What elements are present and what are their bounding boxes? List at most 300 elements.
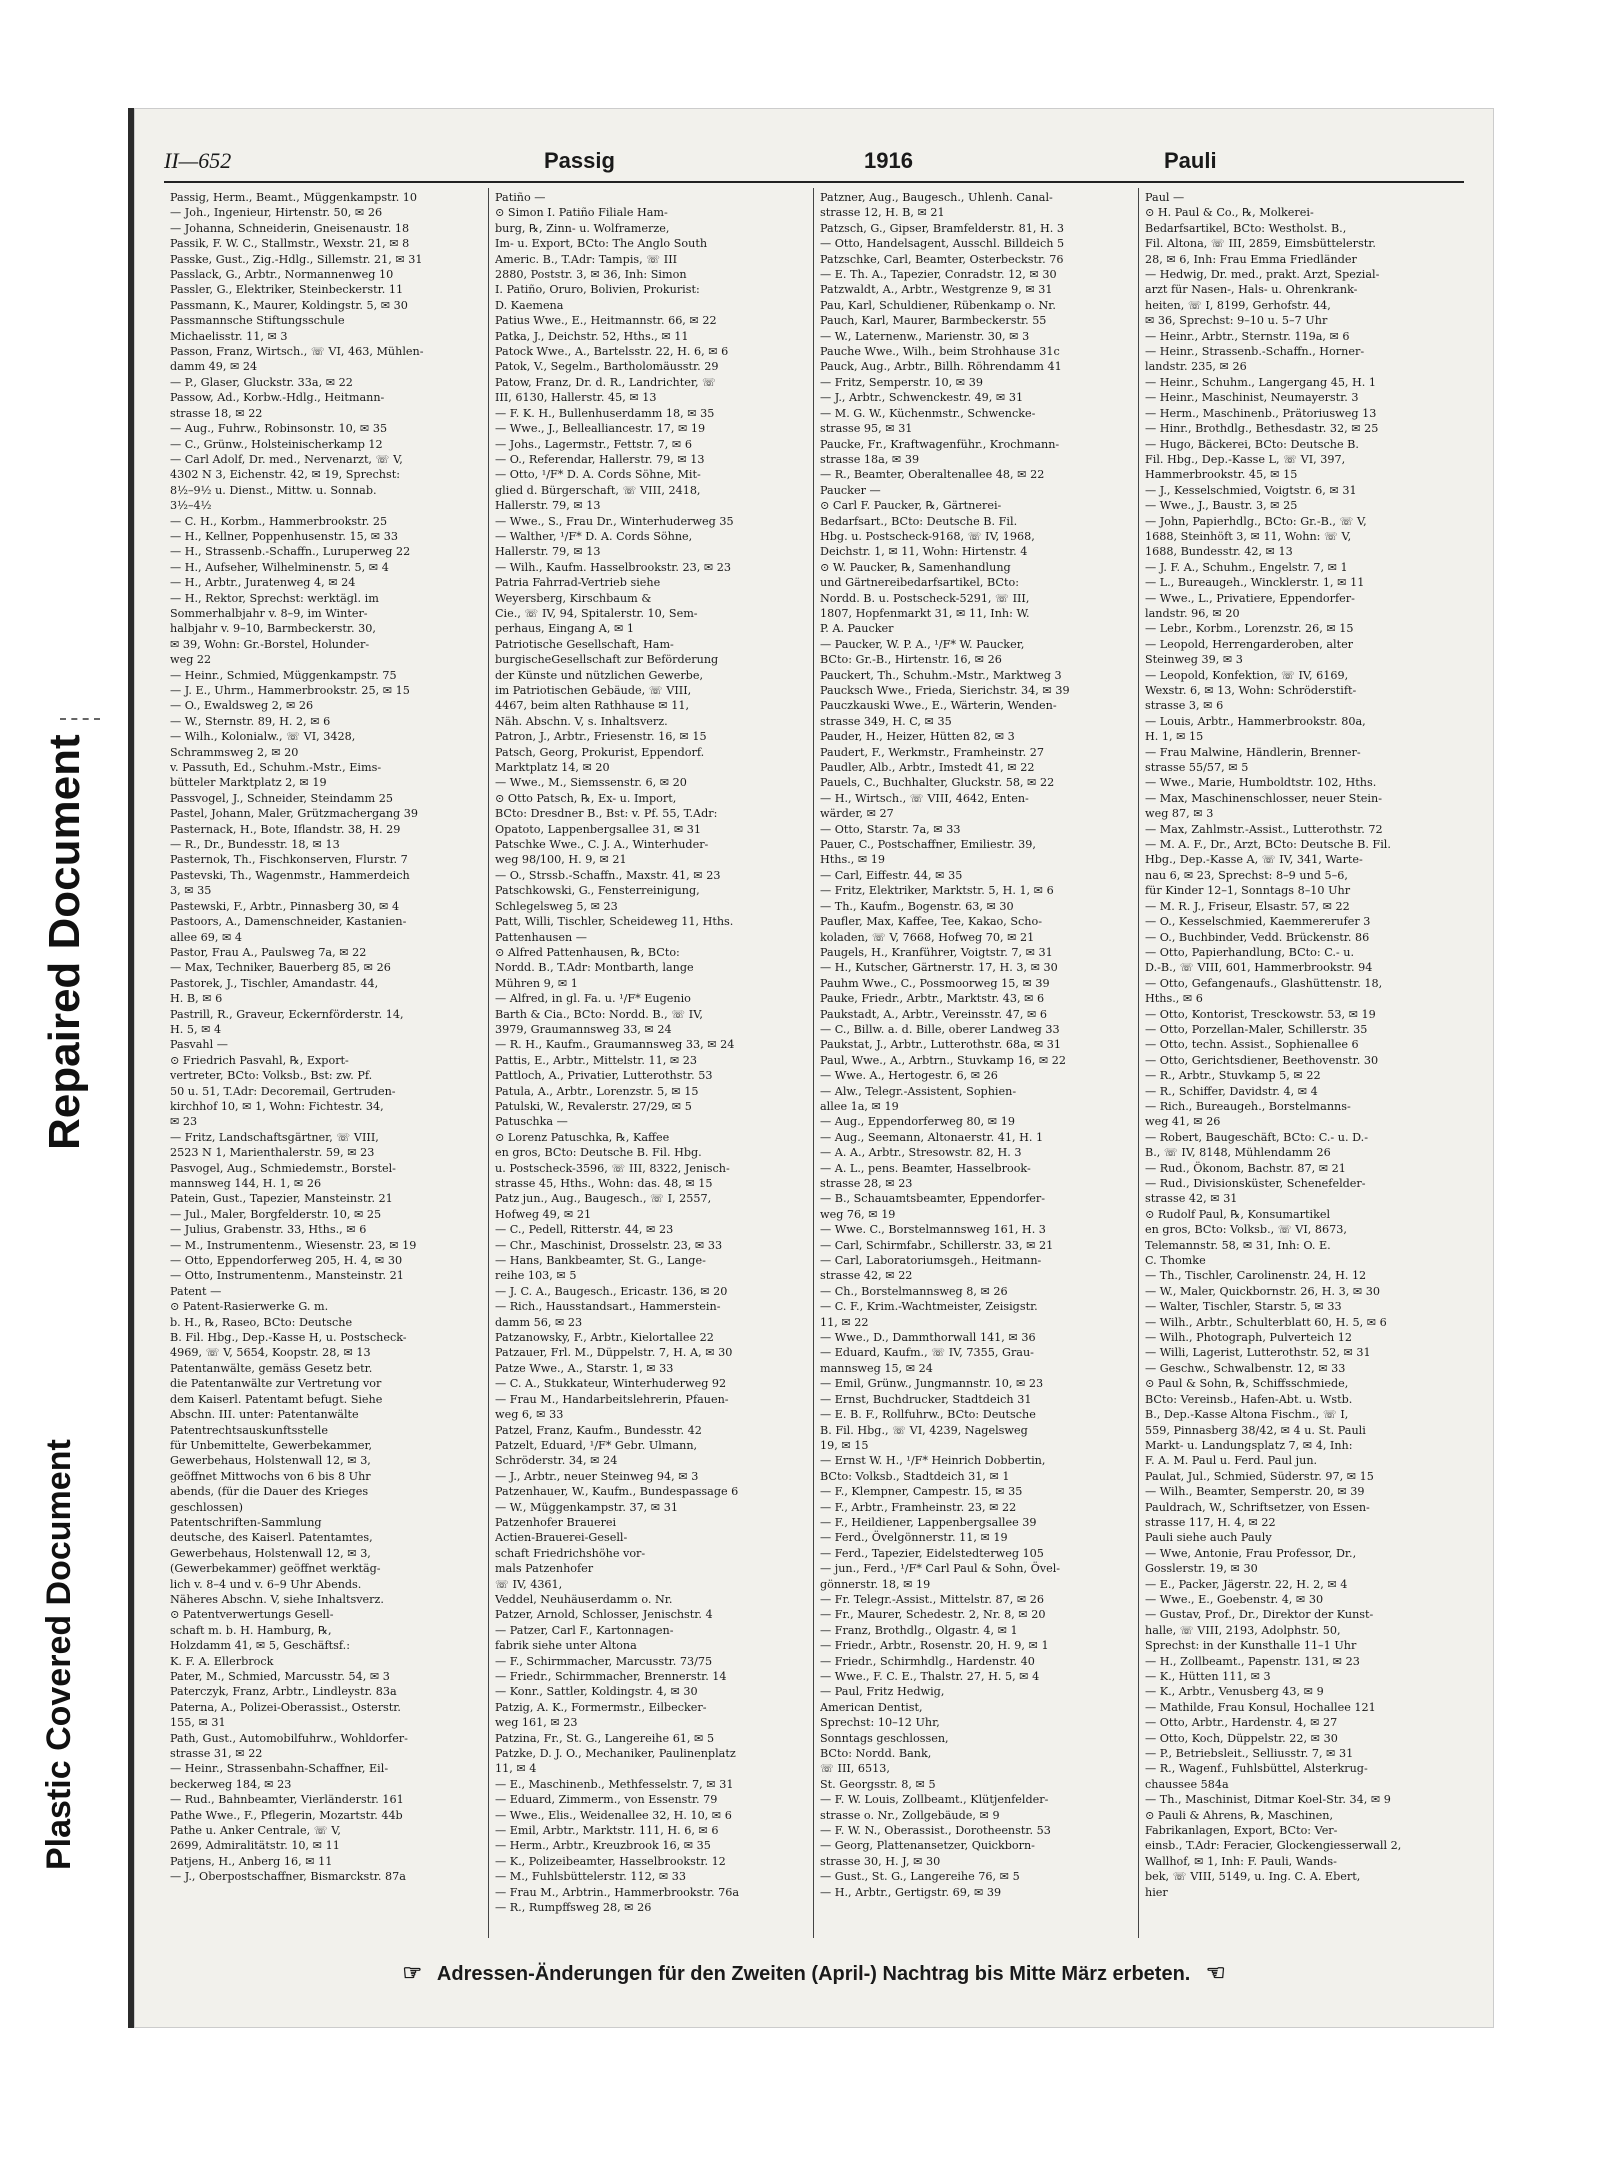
directory-entry-line: — Aug., Eppendorferweg 80, ✉ 19 — [820, 1115, 1015, 1129]
header-right-word: Pauli — [1164, 148, 1217, 173]
directory-entry-line: — Herm., Arbtr., Kreuzbrook 16, ✉ 35 — [495, 1839, 711, 1853]
directory-entry-line: — C. A., Stukkateur, Winterhuderweg 92 — [495, 1377, 727, 1391]
directory-entry-line: strasse 30, H. J, ✉ 30 — [820, 1854, 941, 1868]
directory-entry-line: Patzanowsky, F., Arbtr., Kielortallee 22 — [495, 1331, 714, 1345]
directory-entry-line: H. 1, ✉ 15 — [1145, 730, 1204, 744]
directory-entry-line: Pastorek, J., Tischler, Amandastr. 44, — [170, 976, 379, 990]
directory-entry-line: — Otto, Eppendorferweg 205, H. 4, ✉ 30 — [170, 1254, 403, 1268]
directory-entry-line: Markt- u. Landungsplatz 7, ✉ 4, Inh: — [1145, 1438, 1353, 1452]
directory-entry-line: — Otto, Kontorist, Tresckowstr. 53, ✉ 19 — [1145, 1007, 1376, 1021]
directory-entry-line: — Th., Maschinist, Ditmar Koel-Str. 34, ✉ 9 — [1145, 1793, 1391, 1807]
directory-entry-line: Hofweg 49, ✉ 21 — [495, 1207, 592, 1221]
directory-entry-line: Passon, Franz, Wirtsch., ☏ VI, 463, Mühlen- — [170, 345, 424, 359]
directory-entry-line: perhaus, Eingang A, ✉ 1 — [495, 622, 635, 636]
directory-entry-line: 1688, Steinhöft 3, ✉ 11, Wohn: ☏ V, — [1145, 529, 1352, 543]
directory-entry-line: — Otto, Porzellan-Maler, Schillerstr. 35 — [1145, 1022, 1368, 1036]
directory-entry-line: Patula, A., Arbtr., Lorenzstr. 5, ✉ 15 — [495, 1084, 699, 1098]
directory-entry-line: — Wwe., J., Bellealliancestr. 17, ✉ 19 — [495, 422, 706, 436]
directory-entry-line: strasse 28, ✉ 23 — [820, 1177, 913, 1190]
directory-entry-line: mannsweg 144, H. 1, ✉ 26 — [170, 1177, 322, 1190]
directory-entry-line: — Wwe., L., Privatiere, Eppendorfer- — [1145, 591, 1355, 605]
directory-entry-line: — F., Schirmmacher, Marcusstr. 73/75 — [495, 1654, 713, 1668]
directory-entry-line: — O., Ewaldsweg 2, ✉ 26 — [170, 699, 314, 713]
directory-entry-line: und Gärtnereibedarfsartikel, BCto: — [820, 576, 1019, 590]
directory-entry-line: weg 87, ✉ 3 — [1145, 807, 1214, 821]
directory-entry-line: Sprechst: 10–12 Uhr, — [820, 1716, 940, 1730]
directory-entry-line: — H., Arbtr., Gertigstr. 69, ✉ 39 — [820, 1885, 1002, 1899]
directory-entry-line: Patzsch, G., Gipser, Bramfelderstr. 81, H. 3 — [820, 221, 1065, 235]
directory-entry-line: — Fritz, Semperstr. 10, ✉ 39 — [820, 375, 983, 389]
directory-entry-line: — A. A., Arbtr., Stresowstr. 82, H. 3 — [820, 1146, 1022, 1160]
directory-entry-line: Paukstat, J., Arbtr., Lutterothstr. 68a, ✉ 31 — [820, 1038, 1062, 1052]
directory-entry-line: Telemannstr. 58, ✉ 31, Inh: O. E. — [1145, 1238, 1331, 1252]
directory-entry-line: Patock Wwe., A., Bartelsstr. 22, H. 6, ✉ 6 — [495, 345, 729, 359]
directory-entry-line: ⊙ Simon I. Patiño Filiale Ham- — [495, 206, 668, 220]
directory-entry-line: — K., Hütten 111, ✉ 3 — [1145, 1670, 1271, 1683]
directory-entry-line: Passow, Ad., Korbw.-Hdlg., Heitmann- — [170, 391, 385, 405]
directory-entry-line: ⊙ Friedrich Pasvahl, ℞, Export- — [170, 1053, 349, 1067]
directory-entry-line: — F., Heildiener, Lappenbergsallee 39 — [820, 1515, 1037, 1529]
directory-entry-line: — Robert, Baugeschäft, BCto: C.- u. D.- — [1145, 1130, 1368, 1144]
directory-entry-line: B., Dep.-Kasse Altona Fischm., ☏ I, — [1145, 1408, 1349, 1422]
directory-entry-line: Patt, Willi, Tischler, Scheideweg 11, Hths. — [495, 915, 734, 929]
directory-entry-line: — Friedr., Arbtr., Rosenstr. 20, H. 9, ✉ 1 — [820, 1639, 1049, 1653]
directory-entry-line: — Frau M., Arbtrin., Hammerbrookstr. 76a — [495, 1885, 740, 1899]
directory-entry-line: — Aug., Seemann, Altonaerstr. 41, H. 1 — [820, 1130, 1044, 1144]
directory-entry-line: mannsweg 15, ✉ 24 — [820, 1361, 933, 1375]
directory-entry-line: — R., Rumpffsweg 28, ✉ 26 — [495, 1901, 652, 1915]
directory-entry-line: — Max, Zahlmstr.-Assist., Lutterothstr. 72 — [1145, 822, 1383, 836]
directory-entry-line: 1807, Hopfenmarkt 31, ✉ 11, Inh: W. — [820, 606, 1030, 620]
directory-entry-line: — Johanna, Schneiderin, Gneisenaustr. 18 — [170, 221, 410, 235]
directory-entry-line: geschlossen) — [170, 1500, 243, 1514]
directory-entry-line: Pastrill, R., Graveur, Eckernförderstr. 14, — [170, 1007, 404, 1021]
directory-entry-line: — Heinr., Arbtr., Sternstr. 119a, ✉ 6 — [1145, 329, 1350, 343]
directory-entry-line: Patzner, Aug., Baugesch., Uhlenh. Canal- — [820, 191, 1053, 204]
directory-entry-line: BCto: Gr.-B., Hirtenstr. 16, ✉ 26 — [820, 653, 1002, 667]
directory-entry-line: vertreter, BCto: Volksb., Bst: zw. Pf. — [170, 1069, 373, 1083]
directory-entry-line: Patzwaldt, A., Arbtr., Westgrenze 9, ✉ 31 — [820, 283, 1053, 297]
directory-entry-line: Passik, F. W. C., Stallmstr., Wexstr. 21, ✉ 8 — [170, 237, 410, 251]
directory-entry-line: — Mathilde, Frau Konsul, Hochallee 121 — [1145, 1700, 1376, 1714]
directory-entry-line: — J. C. A., Baugesch., Ericastr. 136, ✉ 20 — [495, 1284, 728, 1298]
directory-entry-line: Patschkowski, G., Fensterreinigung, — [495, 884, 700, 898]
directory-entry-line: — J., Kesselschmied, Voigtstr. 6, ✉ 31 — [1145, 483, 1357, 497]
directory-entry-line: — Willi, Lagerist, Lutterothstr. 52, ✉ 31 — [1145, 1346, 1371, 1360]
directory-entry-line: Im- u. Export, BCto: The Anglo South — [495, 237, 708, 251]
directory-entry-line: Patuschka — — [495, 1115, 568, 1129]
directory-entry-line: — O., Kesselschmied, Kaemmererufer 3 — [1145, 915, 1371, 929]
directory-entry-line: — O., Referendar, Hallerstr. 79, ✉ 13 — [495, 452, 705, 466]
directory-entry-line: Pastevski, Th., Wagenmstr., Hammerdeich — [170, 868, 410, 882]
column-4 — [1139, 188, 1464, 1938]
directory-entry-line: ☏ IV, 4361, — [495, 1577, 563, 1591]
directory-entry-line: D.-B., ☏ VIII, 601, Hammerbrookstr. 94 — [1145, 961, 1373, 975]
directory-entry-line: ✉ 23 — [170, 1115, 198, 1129]
directory-entry-line: Patzschke, Carl, Beamter, Osterbeckstr. 76 — [820, 252, 1064, 266]
directory-entry-line: Schröderstr. 34, ✉ 24 — [495, 1454, 618, 1468]
directory-entry-line: abends, (für die Dauer des Krieges — [170, 1485, 369, 1499]
directory-entry-line: P. A. Paucker — [820, 622, 894, 636]
directory-entry-line: Pastel, Johann, Maler, Grützmachergang 39 — [170, 807, 419, 821]
directory-entry-line: Patzenhofer Brauerei — [495, 1515, 617, 1529]
directory-entry-line: hier — [1145, 1885, 1168, 1899]
directory-entry-line: 3½–4½ — [170, 499, 212, 513]
directory-entry-line: Pastewski, F., Arbtr., Pinnasberg 30, ✉ 4 — [170, 899, 400, 913]
directory-entry-line: Fabrikanlagen, Export, BCto: Ver- — [1145, 1824, 1338, 1838]
footer-notice — [164, 1960, 1464, 1986]
directory-entry-line: Hths., ✉ 6 — [1145, 992, 1203, 1006]
directory-entry-line: strasse 45, Hths., Wohn: das. 48, ✉ 15 — [495, 1177, 713, 1190]
directory-entry-line: — Rich., Hausstandsart., Hammerstein- — [495, 1300, 721, 1314]
directory-entry-line: H. 5, ✉ 4 — [170, 1022, 222, 1036]
directory-entry-line: — Wilh., Kolonialw., ☏ VI, 3428, — [170, 730, 356, 744]
header-rule — [164, 181, 1464, 183]
directory-entry-line: Patjens, H., Anberg 16, ✉ 11 — [170, 1854, 333, 1868]
directory-entry-line: ☏ III, 6513, — [820, 1762, 890, 1776]
directory-entry-line: — O., Strssb.-Schaffn., Maxstr. 41, ✉ 23 — [495, 868, 721, 882]
directory-entry-line: (Gewerbekammer) geöffnet werktäg- — [170, 1562, 381, 1576]
directory-entry-line: 559, Pinnasberg 38/42, ✉ 4 u. St. Pauli — [1145, 1423, 1366, 1437]
directory-entry-line: Hths., ✉ 19 — [820, 853, 886, 867]
directory-entry-line: 3, ✉ 35 — [170, 884, 212, 898]
directory-entry-line: — Wwe., Elis., Weidenallee 32, H. 10, ✉ 6 — [495, 1808, 732, 1822]
directory-entry-line: 11, ✉ 22 — [820, 1315, 869, 1329]
directory-entry-line: — Wilh., Arbtr., Schulterblatt 60, H. 5, ✉ 6 — [1145, 1315, 1387, 1329]
directory-entry-line: Näh. Abschn. V, s. Inhaltsverz. — [495, 714, 668, 728]
directory-entry-line: Bedarfsart., BCto: Deutsche B. Fil. — [820, 514, 1018, 528]
directory-entry-line: — Friedr., Schirmmacher, Brennerstr. 14 — [495, 1670, 727, 1683]
directory-entry-line: — Heinr., Strassenbahn-Schaffner, Eil- — [170, 1762, 389, 1776]
directory-entry-line: bütteler Marktplatz 2, ✉ 19 — [170, 776, 327, 790]
directory-entry-line: Sprechst: in der Kunsthalle 11–1 Uhr — [1145, 1639, 1357, 1653]
directory-entry-line: Patze Wwe., A., Starstr. 1, ✉ 33 — [495, 1361, 674, 1375]
directory-entry-line: — J., Arbtr., Schwenckestr. 49, ✉ 31 — [820, 391, 1024, 405]
directory-entry-line: 4969, ☏ V, 5654, Koopstr. 28, ✉ 13 — [170, 1346, 371, 1360]
directory-entry-line: Paudler, Alb., Arbtr., Imstedt 41, ✉ 22 — [820, 761, 1035, 775]
directory-entry-line: Steinweg 39, ✉ 3 — [1145, 653, 1243, 667]
directory-entry-line: — Alfred, in gl. Fa. u. ¹/F* Eugenio — [495, 992, 691, 1006]
directory-entry-line: Passmannsche Stiftungsschule — [170, 314, 345, 328]
directory-entry-line: — R., Beamter, Oberaltenallee 48, ✉ 22 — [820, 468, 1045, 482]
directory-entry-line: strasse 3, ✉ 6 — [1145, 699, 1224, 713]
directory-entry-line: — A. L., pens. Beamter, Hasselbrook- — [820, 1161, 1031, 1175]
directory-entry-line: Patius Wwe., E., Heitmannstr. 66, ✉ 22 — [495, 314, 717, 328]
directory-entry-line: Näheres Abschn. V, siehe Inhaltsverz. — [170, 1592, 384, 1606]
directory-entry-line: Patow, Franz, Dr. d. R., Landrichter, ☏ — [495, 375, 717, 389]
directory-entry-line: — H., Strassenb.-Schaffn., Luruperweg 22 — [170, 545, 411, 559]
directory-entry-line: — Carl Adolf, Dr. med., Nervenarzt, ☏ V, — [170, 452, 403, 466]
directory-entry-line: weg 41, ✉ 26 — [1145, 1115, 1221, 1129]
directory-entry-line: — H., Kutscher, Gärtnerstr. 17, H. 3, ✉ 30 — [820, 961, 1058, 975]
directory-entry-line: — Otto, ¹/F* D. A. Cords Söhne, Mit- — [495, 468, 701, 482]
directory-entry-line: — H., Arbtr., Juratenweg 4, ✉ 24 — [170, 576, 356, 590]
directory-entry-line: Fil. Hbg., Dep.-Kasse L, ☏ VI, 397, — [1145, 452, 1346, 466]
directory-entry-line: Passig, Herm., Beamt., Müggenkampstr. 10 — [170, 191, 418, 204]
directory-entry-line: damm 56, ✉ 23 — [495, 1315, 583, 1329]
directory-entry-line: Pauczkauski Wwe., E., Wärterin, Wenden- — [820, 699, 1057, 713]
directory-entry-line: weg 6, ✉ 33 — [495, 1408, 564, 1422]
directory-entry-line: Paucke, Fr., Kraftwagenführ., Krochmann- — [820, 437, 1060, 451]
directory-entry-line: für Unbemittelte, Gewerbekammer, — [170, 1438, 373, 1452]
page-header — [164, 148, 1464, 178]
directory-entry-line: b. H., ℞, Raseo, BCto: Deutsche — [170, 1315, 353, 1329]
directory-entry-line: — Rich., Bureaugeh., Borstelmanns- — [1145, 1099, 1351, 1113]
directory-entry-line: Patria Fahrrad-Vertrieb siehe — [495, 576, 661, 590]
directory-entry-line: Schlegelsweg 5, ✉ 23 — [495, 899, 618, 913]
directory-entry-line: Wallhof, ✉ 1, Inh: F. Pauli, Wands- — [1145, 1854, 1337, 1868]
directory-entry-line: — Walter, Tischler, Starstr. 5, ✉ 33 — [1145, 1300, 1342, 1314]
directory-entry-line: — Otto, Starstr. 7a, ✉ 33 — [820, 822, 961, 836]
directory-entry-line: — B., Schauamtsbeamter, Eppendorfer- — [820, 1192, 1046, 1206]
directory-entry-line: Pauldrach, W., Schriftsetzer, von Essen- — [1145, 1500, 1370, 1514]
directory-entry-line: beckerweg 184, ✉ 23 — [170, 1777, 292, 1791]
directory-entry-line: arzt für Nasen-, Hals- u. Ohrenkrank- — [1145, 283, 1358, 297]
directory-entry-line: — Geschw., Schwalbenstr. 12, ✉ 33 — [1145, 1361, 1346, 1375]
directory-entry-line: Paudert, F., Werkmstr., Framheinstr. 27 — [820, 745, 1044, 759]
directory-entry-line: Paul — — [1145, 191, 1185, 204]
directory-entry-line: Patzke, D. J. O., Mechaniker, Paulinenplatz — [495, 1747, 736, 1761]
directory-entry-line: Pathe u. Anker Centrale, ☏ V, — [170, 1824, 341, 1838]
directory-entry-line: Passler, G., Elektriker, Steinbeckerstr. 11 — [170, 283, 404, 297]
directory-entry-line: ⊙ Patent-Rasierwerke G. m. — [170, 1300, 329, 1314]
directory-entry-line: — F. K. H., Bullenhuserdamm 18, ✉ 35 — [495, 406, 715, 420]
directory-entry-line: Pastor, Frau A., Paulsweg 7a, ✉ 22 — [170, 945, 367, 959]
directory-entry-line: — F., Arbtr., Framheinstr. 23, ✉ 22 — [820, 1500, 1017, 1514]
directory-entry-line: — Carl, Eiffestr. 44, ✉ 35 — [820, 868, 963, 882]
column-2 — [489, 188, 814, 1938]
directory-entry-line: F. A. M. Paul u. Ferd. Paul jun. — [1145, 1454, 1318, 1468]
directory-entry-line: allee 1a, ✉ 19 — [820, 1099, 899, 1113]
directory-entry-line: der Künste und nützlichen Gewerbe, — [495, 668, 704, 682]
column-3 — [814, 188, 1139, 1938]
directory-entry-line: — Louis, Arbtr., Hammerbrookstr. 80a, — [1145, 714, 1366, 728]
directory-entry-line: Patka, J., Deichstr. 52, Hths., ✉ 11 — [495, 329, 689, 343]
directory-entry-line: Veddel, Neuhäuserdamm o. Nr. — [495, 1592, 673, 1606]
directory-entry-line: — Otto, Papierhandlung, BCto: C.- u. — [1145, 945, 1355, 959]
directory-entry-line: geöffnet Mittwochs von 6 bis 8 Uhr — [170, 1469, 371, 1483]
directory-entry-line: ✉ 36, Sprechst: 9–10 u. 5–7 Uhr — [1145, 314, 1328, 328]
directory-entry-line: gönnerstr. 18, ✉ 19 — [820, 1577, 931, 1591]
directory-entry-line: Pauels, C., Buchhalter, Gluckstr. 58, ✉ 22 — [820, 776, 1055, 790]
directory-entry-line: Pasvogel, Aug., Schmiedemstr., Borstel- — [170, 1161, 396, 1175]
directory-entry-line: — Patzer, Carl F., Kartonnagen- — [495, 1623, 674, 1637]
directory-entry-line: Michaelisstr. 11, ✉ 3 — [170, 329, 288, 343]
directory-entry-line: — Max, Techniker, Bauerberg 85, ✉ 26 — [170, 961, 391, 975]
directory-entry-line: — R., Dr., Bundesstr. 18, ✉ 13 — [170, 838, 340, 852]
directory-entry-line: Pauckert, Th., Schuhm.-Mstr., Marktweg 3 — [820, 668, 1062, 682]
directory-entry-line: — Wilh., Kaufm. Hasselbrookstr. 23, ✉ 23 — [495, 560, 732, 574]
directory-entry-line: Fil. Altona, ☏ III, 2859, Eimsbüttelerstr. — [1145, 237, 1376, 251]
directory-entry-line: — Rud., Bahnbeamter, Vierländerstr. 161 — [170, 1793, 404, 1807]
directory-entry-line: Americ. B., T.Adr: Tampis, ☏ III — [495, 252, 678, 266]
directory-entry-line: strasse 31, ✉ 22 — [170, 1747, 263, 1761]
directory-entry-line: Paufler, Max, Kaffee, Tee, Kakao, Scho- — [820, 915, 1043, 929]
directory-entry-line: Opatoto, Lappenbergsallee 31, ✉ 31 — [495, 822, 701, 836]
directory-entry-line: Barth & Cia., BCto: Nordd. B., ☏ IV, — [495, 1007, 703, 1021]
directory-entry-line: — W., Maler, Quickbornstr. 26, H. 3, ✉ 30 — [1145, 1284, 1381, 1298]
directory-entry-line: — Emil, Arbtr., Marktstr. 111, H. 6, ✉ 6 — [495, 1824, 719, 1838]
directory-entry-line: Paugels, H., Kranführer, Voigtstr. 7, ✉ 31 — [820, 945, 1053, 959]
directory-entry-line: 28, ✉ 6, Inh: Frau Emma Friedländer — [1145, 252, 1357, 266]
directory-entry-line: — M. A. F., Dr., Arzt, BCto: Deutsche B. Fil. — [1145, 838, 1391, 852]
directory-entry-line: 4467, beim alten Rathhause ✉ 11, — [495, 699, 690, 713]
directory-entry-line: — R., Wagenf., Fuhlsbüttel, Alsterkrug- — [1145, 1762, 1368, 1776]
directory-entry-line: ⊙ Paul & Sohn, ℞, Schiffsschmiede, — [1145, 1377, 1349, 1391]
directory-entry-line: Patriotische Gesellschaft, Ham- — [495, 637, 674, 651]
directory-entry-line: schaft Friedrichshöhe vor- — [495, 1546, 646, 1560]
directory-entry-line: — Otto, Handelsagent, Ausschl. Billdeich 5 — [820, 237, 1065, 251]
directory-entry-line: Pauche Wwe., Wilh., beim Strohhause 31c — [820, 345, 1060, 359]
directory-entry-line: Gosslerstr. 19, ✉ 30 — [1145, 1562, 1258, 1576]
directory-entry-line: Paterczyk, Franz, Arbtr., Lindleystr. 83a — [170, 1685, 397, 1699]
directory-entry-line: strasse 42, ✉ 31 — [1145, 1192, 1238, 1206]
directory-entry-line: Passvogel, J., Schneider, Steindamm 25 — [170, 791, 393, 805]
directory-entry-line: bek, ☏ VIII, 5149, u. Ing. C. A. Ebert, — [1145, 1870, 1361, 1884]
directory-entry-line: — E., Packer, Jägerstr. 22, H. 2, ✉ 4 — [1145, 1577, 1348, 1591]
directory-entry-line: — Leopold, Konfektion, ☏ IV, 6169, — [1145, 668, 1349, 682]
directory-entry-line: reihe 103, ✉ 5 — [495, 1269, 577, 1283]
directory-entry-line: Marktplatz 14, ✉ 20 — [495, 761, 610, 775]
directory-entry-line: Hallerstr. 79, ✉ 13 — [495, 545, 601, 559]
directory-entry-line: — Alw., Telegr.-Assistent, Sophien- — [820, 1084, 1017, 1098]
directory-entry-line: — Hinr., Brothdlg., Bethesdastr. 32, ✉ 25 — [1145, 422, 1379, 436]
directory-entry-line: ⊙ Patentverwertungs Gesell- — [170, 1608, 334, 1622]
directory-entry-line: — Otto, Gefangenaufs., Glashüttenstr. 18, — [1145, 976, 1383, 990]
directory-entry-line: — P., Glaser, Gluckstr. 33a, ✉ 22 — [170, 375, 353, 389]
directory-entry-line: — C. H., Korbm., Hammerbrookstr. 25 — [170, 514, 388, 528]
directory-entry-line: ⊙ Pauli & Ahrens, ℞, Maschinen, — [1145, 1808, 1334, 1822]
directory-entry-line: — Otto, Koch, Düppelstr. 22, ✉ 30 — [1145, 1731, 1338, 1745]
directory-entry-line: 19, ✉ 15 — [820, 1438, 869, 1452]
margin-tick — [60, 718, 100, 720]
directory-entry-line: BCto: Nordd. Bank, — [820, 1747, 932, 1761]
directory-entry-line: halle, ☏ VIII, 2193, Adolphstr. 50, — [1145, 1623, 1341, 1637]
directory-entry-line: I. Patiño, Oruro, Bolivien, Prokurist: — [495, 283, 700, 297]
directory-entry-line: Mühren 9, ✉ 1 — [495, 976, 578, 990]
directory-entry-line: weg 161, ✉ 23 — [495, 1716, 578, 1730]
directory-entry-line: — M., Fuhlsbüttelerstr. 112, ✉ 33 — [495, 1870, 686, 1884]
directory-entry-line: — C. F., Krim.-Wachtmeister, Zeisigstr. — [820, 1300, 1038, 1314]
directory-entry-line: — Heinr., Schuhm., Langergang 45, H. 1 — [1145, 375, 1377, 389]
directory-entry-line: — Heinr., Schmied, Müggenkampstr. 75 — [170, 668, 397, 682]
directory-entry-line: burg, ℞, Zinn- u. Wolframerze, — [495, 221, 670, 235]
directory-entry-line: Pasternack, H., Bote, Iflandstr. 38, H. 29 — [170, 822, 401, 836]
directory-entry-line: — Jul., Maler, Borgfelderstr. 10, ✉ 25 — [170, 1207, 382, 1221]
directory-entry-line: — Wwe., S., Frau Dr., Winterhuderweg 35 — [495, 514, 734, 528]
directory-entry-line: Path, Gust., Automobilfuhrw., Wohldorfer- — [170, 1731, 408, 1745]
directory-entry-line: ⊙ W. Paucker, ℞, Samenhandlung — [820, 560, 1011, 574]
directory-entry-line: — W., Müggenkampstr. 37, ✉ 31 — [495, 1500, 678, 1514]
directory-entry-line: — Ferd., Tapezier, Eidelstedterweg 105 — [820, 1546, 1044, 1560]
directory-entry-line: — John, Papierhdlg., BCto: Gr.-B., ☏ V, — [1145, 514, 1367, 528]
directory-entry-line: — Hedwig, Dr. med., prakt. Arzt, Spezial- — [1145, 268, 1380, 282]
directory-entry-line: Patulski, W., Revalerstr. 27/29, ✉ 5 — [495, 1099, 692, 1113]
directory-entry-line: weg 22 — [170, 653, 212, 667]
directory-entry-line: weg 76, ✉ 19 — [820, 1207, 896, 1221]
directory-entry-line: im Patriotischen Gebäude, ☏ VIII, — [495, 684, 692, 697]
directory-entry-line: — Wwe, Antonie, Frau Professor, Dr., — [1145, 1546, 1357, 1560]
directory-entry-line: landstr. 96, ✉ 20 — [1145, 606, 1240, 620]
directory-entry-line: strasse 55/57, ✉ 5 — [1145, 761, 1249, 775]
directory-entry-line: Passmann, K., Maurer, Koldingstr. 5, ✉ 30 — [170, 298, 408, 312]
directory-entry-line: Pasvahl — — [170, 1038, 228, 1052]
directory-entry-line: — H., Kellner, Poppenhusenstr. 15, ✉ 33 — [170, 529, 398, 543]
directory-entry-line: Actien-Brauerei-Gesell- — [495, 1531, 628, 1545]
directory-entry-line: Patzig, A. K., Formermstr., Eilbecker- — [495, 1700, 707, 1714]
directory-entry-line: — O., Buchbinder, Vedd. Brückenstr. 86 — [1145, 930, 1370, 944]
directory-entry-line: — Georg, Plattenansetzer, Quickborn- — [820, 1839, 1035, 1853]
directory-entry-line: Patiño — — [495, 191, 546, 204]
footer-text: Adressen-Änderungen für den Zweiten (April-) Nachtrag bis Mitte März erbeten. — [436, 1963, 1191, 1985]
directory-entry-line: — Chr., Maschinist, Drosselstr. 23, ✉ 33 — [495, 1238, 723, 1252]
directory-entry-line: — K., Polizeibeamter, Hasselbrookstr. 12 — [495, 1854, 726, 1868]
directory-entry-line: Pastoors, A., Damenschneider, Kastanien- — [170, 915, 407, 929]
directory-entry-line: Gewerbehaus, Holstenwall 12, ✉ 3, — [170, 1454, 371, 1468]
directory-entry-line: — M. R. J., Friseur, Elsastr. 57, ✉ 22 — [1145, 899, 1350, 913]
directory-entry-line: — Eduard, Zimmerm., von Essenstr. 79 — [495, 1793, 718, 1807]
directory-entry-line: Passke, Gust., Zig.-Hdlg., Sillemstr. 21, ✉ 31 — [170, 252, 423, 266]
directory-entry-line: Patzel, Franz, Kaufm., Bundesstr. 42 — [495, 1423, 702, 1437]
directory-entry-line: — Wwe., M., Siemssenstr. 6, ✉ 20 — [495, 776, 687, 790]
directory-entry-line: Cie., ☏ IV, 94, Spitalerstr. 10, Sem- — [495, 606, 698, 620]
directory-entry-line: glied d. Bürgerschaft, ☏ VIII, 2418, — [495, 483, 701, 497]
directory-entry-line: Wexstr. 6, ✉ 13, Wohn: Schröderstift- — [1145, 684, 1357, 697]
directory-entry-line: Paterna, A., Polizei-Oberassist., Osterstr. — [170, 1700, 401, 1714]
directory-entry-line: ⊙ H. Paul & Co., ℞, Molkerei- — [1145, 206, 1314, 220]
directory-entry-line: kirchhof 10, ✉ 1, Wohn: Fichtestr. 34, — [170, 1099, 384, 1113]
directory-entry-line: burgischeGesellschaft zur Beförderung — [495, 653, 719, 667]
directory-entry-line: — Emil, Grünw., Jungmannstr. 10, ✉ 23 — [820, 1377, 1044, 1391]
directory-entry-line: — L., Bureaugeh., Wincklerstr. 1, ✉ 11 — [1145, 576, 1365, 590]
directory-entry-line: — F., Klempner, Campestr. 15, ✉ 35 — [820, 1485, 1023, 1499]
directory-entry-line: Pater, M., Schmied, Marcusstr. 54, ✉ 3 — [170, 1670, 390, 1683]
directory-entry-line: — Wwe., E., Goebenstr. 4, ✉ 30 — [1145, 1592, 1324, 1606]
directory-entry-line: u. Postscheck-3596, ☏ III, 8322, Jenisch- — [495, 1161, 730, 1175]
directory-entry-line: Pauch, Karl, Maurer, Barmbeckerstr. 55 — [820, 314, 1047, 328]
directory-entry-line: lich v. 8–4 und v. 6–9 Uhr Abends. — [170, 1577, 362, 1591]
directory-entry-line: deutsche, des Kaiserl. Patentamtes, — [170, 1531, 373, 1545]
directory-entry-line: Pauck, Aug., Arbtr., Billh. Röhrendamm 41 — [820, 360, 1062, 374]
directory-entry-line: — H., Aufseher, Wilhelminenstr. 5, ✉ 4 — [170, 560, 389, 574]
directory-entry-line: die Patentanwälte zur Vertretung vor — [170, 1377, 382, 1391]
directory-entry-line: ⊙ Otto Patsch, ℞, Ex- u. Import, — [495, 791, 677, 805]
directory-entry-line: für Kinder 12–1, Sonntags 8–10 Uhr — [1145, 884, 1351, 898]
plastic-covered-document-label: Plastic Covered Document — [40, 1439, 78, 1870]
directory-entry-line: — Fr., Maurer, Schedestr. 2, Nr. 8, ✉ 20 — [820, 1608, 1046, 1622]
directory-entry-line: strasse 95, ✉ 31 — [820, 422, 913, 436]
directory-entry-line: — J. E., Uhrm., Hammerbrookstr. 25, ✉ 15 — [170, 684, 410, 697]
directory-entry-line: en gros, BCto: Volksb., ☏ VI, 8673, — [1145, 1223, 1347, 1237]
directory-entry-line: Abschn. III. unter: Patentanwälte — [170, 1408, 359, 1422]
directory-entry-line: ⊙ Lorenz Patuschka, ℞, Kaffee — [495, 1130, 670, 1144]
directory-entry-line: — W., Laternenw., Marienstr. 30, ✉ 3 — [820, 329, 1030, 343]
directory-entry-line: Pauder, H., Heizer, Hütten 82, ✉ 3 — [820, 730, 1015, 744]
directory-entry-line: Paul, Wwe., A., Arbtrn., Stuvkamp 16, ✉ 22 — [820, 1053, 1066, 1067]
directory-entry-line: Patschke Wwe., C. J. A., Winterhuder- — [495, 838, 709, 852]
directory-entry-line: — Rud., Divisionsküster, Schenefelder- — [1145, 1177, 1366, 1190]
directory-entry-line: — Fritz, Landschaftsgärtner, ☏ VIII, — [170, 1130, 379, 1144]
directory-entry-line: dem Kaiserl. Patentamt befugt. Siehe — [170, 1392, 383, 1406]
directory-entry-line: allee 69, ✉ 4 — [170, 930, 243, 944]
directory-entry-line: 50 u. 51, T.Adr: Decoremail, Gertruden- — [170, 1084, 396, 1098]
directory-entry-line: ⊙ Rudolf Paul, ℞, Konsumartikel — [1145, 1207, 1331, 1221]
directory-entry-line: American Dentist, — [820, 1700, 923, 1714]
directory-entry-line: — F. W. N., Oberassist., Dorotheenstr. 53 — [820, 1824, 1051, 1838]
directory-entry-line: — Wilh., Photograph, Pulverteich 12 — [1145, 1331, 1352, 1345]
directory-page — [128, 108, 1494, 2028]
directory-entry-line: mals Patzenhofer — [495, 1562, 594, 1576]
